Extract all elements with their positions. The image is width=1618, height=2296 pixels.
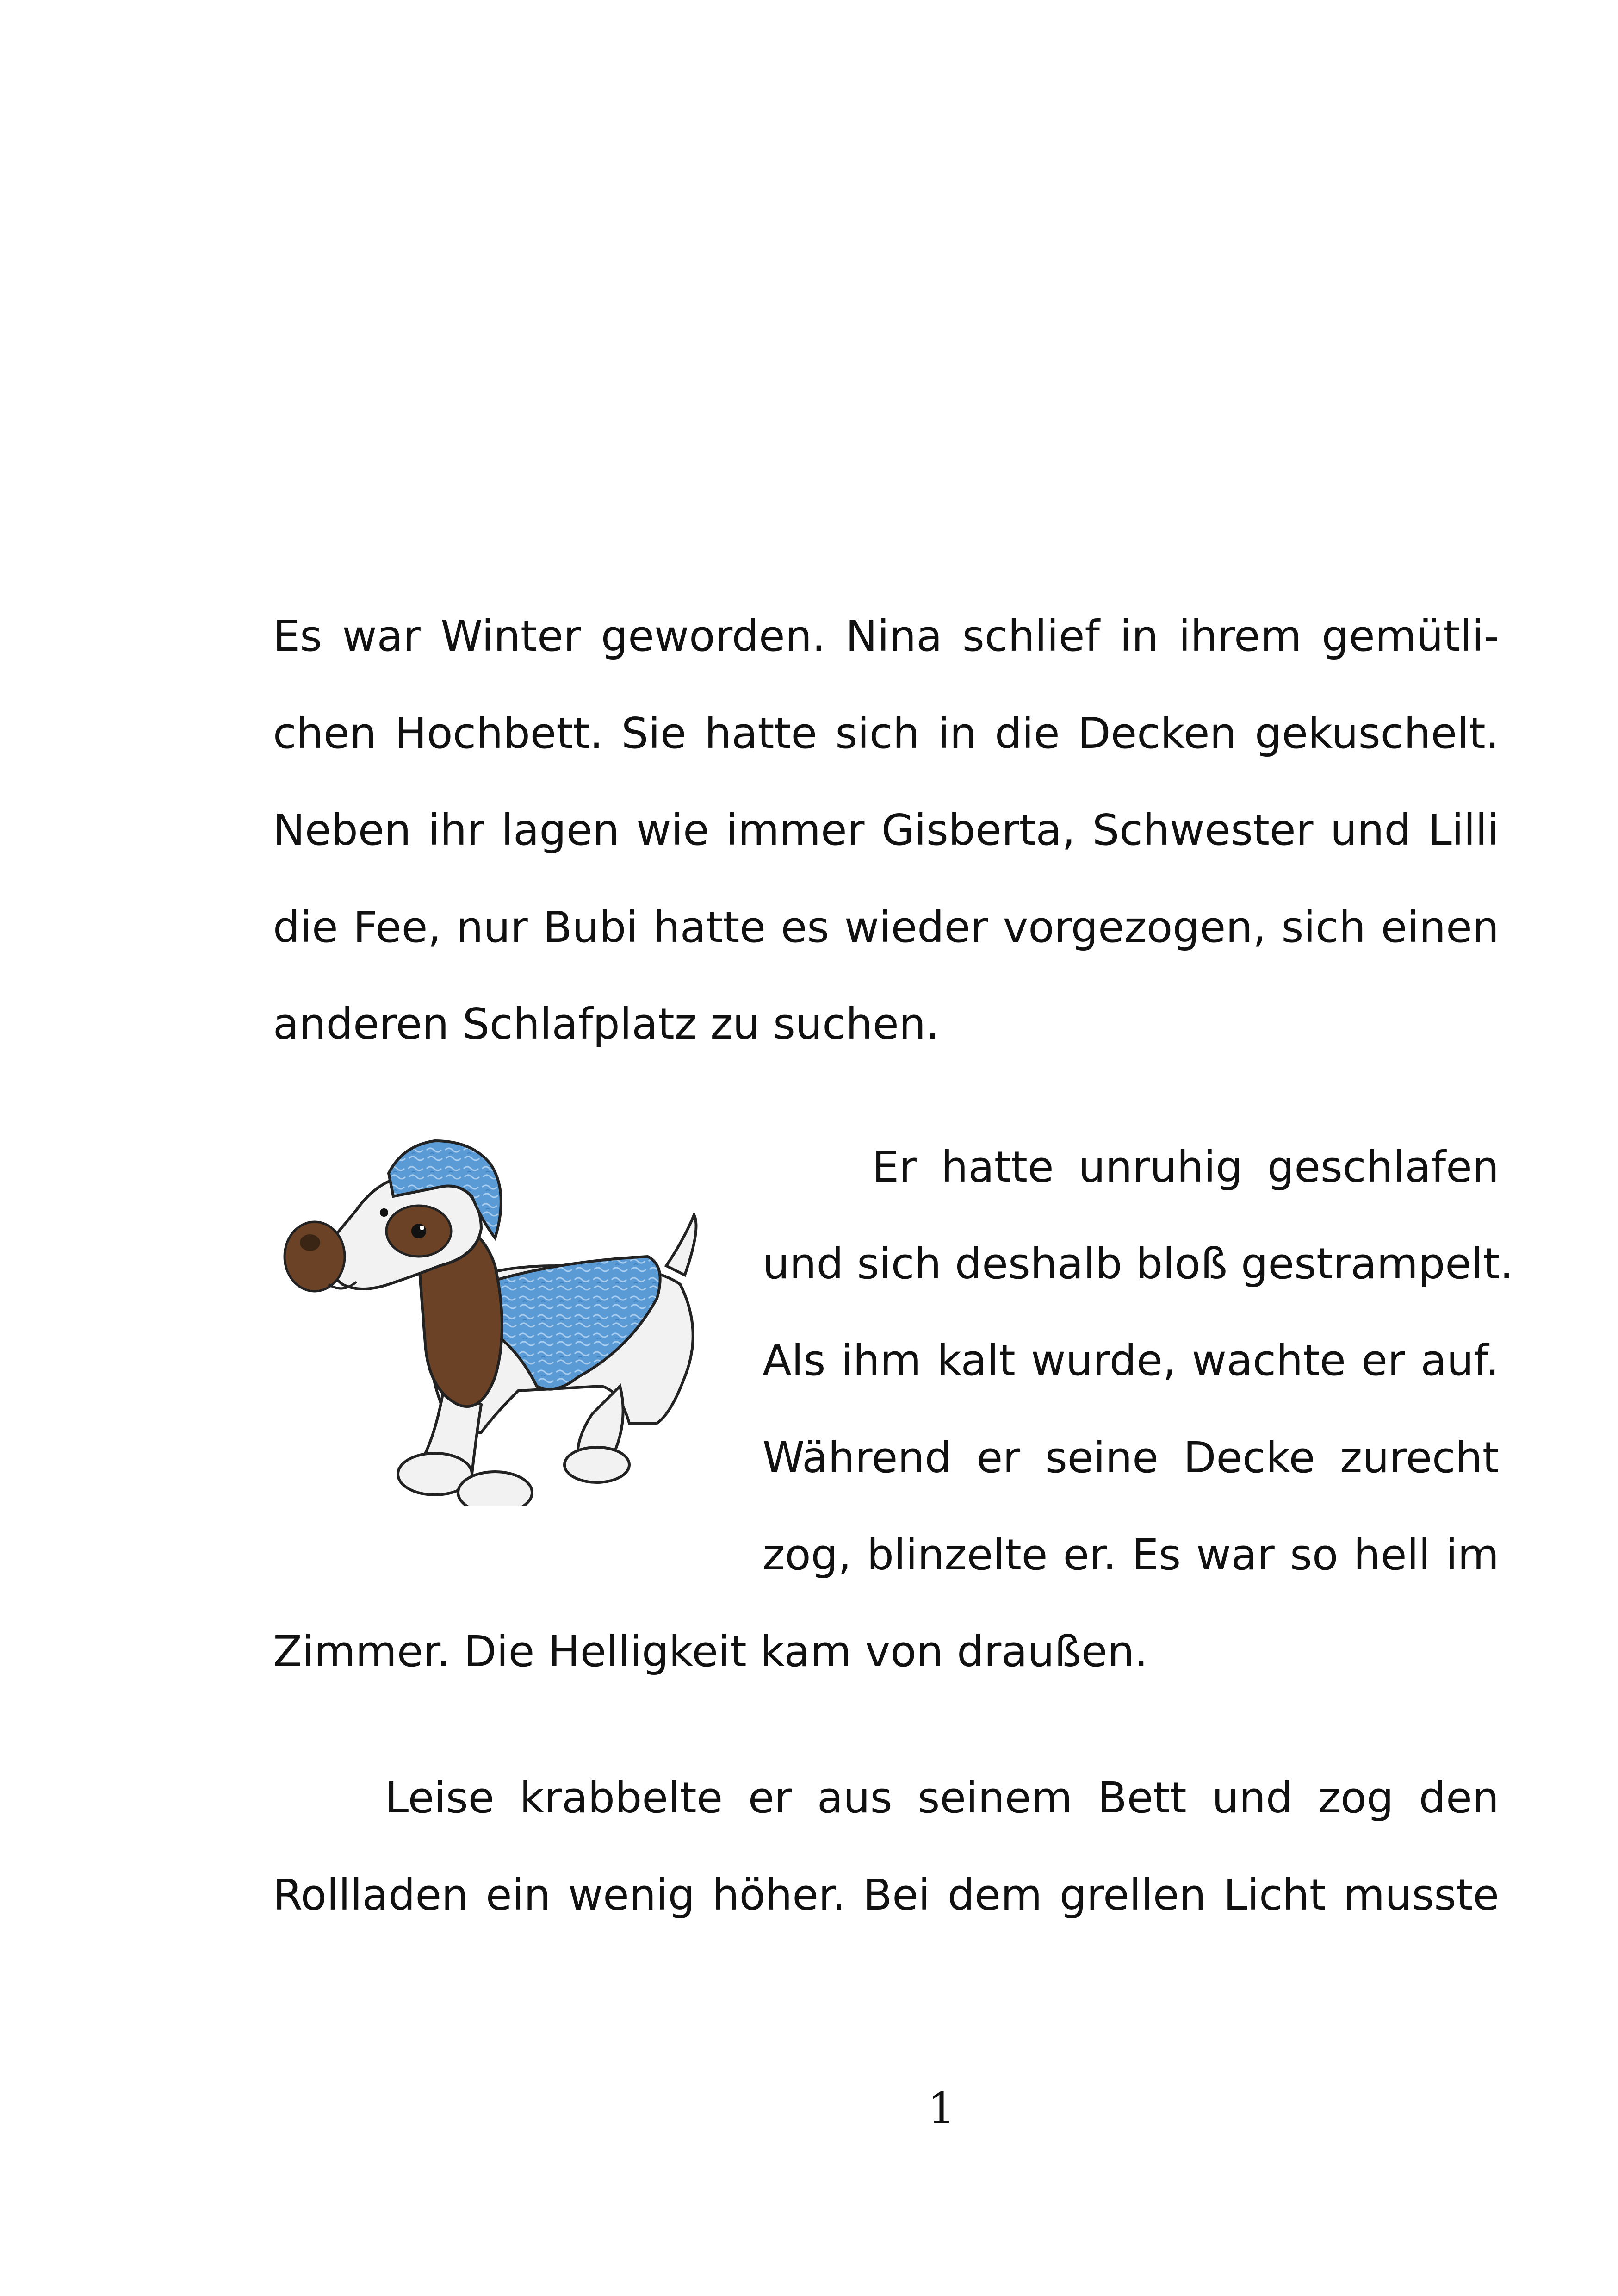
paragraph2-line3: Als ihm kalt wurde, wachte er auf. [763,1336,1499,1385]
page-number: 1 [928,2084,955,2133]
paragraph1-line1: Es war Winter geworden. Nina schlief in ihrem gemütli- [273,611,1499,661]
paragraph1-line5: anderen Schlafplatz zu suchen. [273,999,940,1049]
paragraph1-line4: die Fee, nur Bubi hatte es wieder vorgezogen, sich einen [273,902,1499,952]
paragraph2-line4: Während er seine Decke zurecht [763,1433,1499,1482]
paragraph2-line1: Er hatte unruhig geschlafen [872,1142,1499,1192]
paragraph3-line2: Rollladen ein wenig höher. Bei dem grellen Licht musste [273,1870,1499,1920]
paragraph2-line5: zog, blinzelte er. Es war so hell im [763,1530,1499,1580]
dog-back-paw [564,1447,629,1482]
dog-illustration [278,1090,722,1506]
paragraph3-line1: Leise krabbelte er aus seinem Bett und zog den [385,1773,1499,1823]
paragraph1-line3: Neben ihr lagen wie immer Gisberta, Schwester und Lilli [273,805,1499,855]
dog-snout [285,1222,345,1291]
dog-eye-left [380,1208,388,1217]
dog-tail [666,1215,696,1275]
dog-front-paw-2 [458,1472,532,1506]
paragraph2-line6: Zimmer. Die Helligkeit kam von draußen. [273,1627,1148,1676]
dog-eye [411,1224,426,1238]
paragraph1-line2: chen Hochbett. Sie hatte sich in die Decken gekuschelt. [273,709,1499,758]
paragraph2-line2: und sich deshalb bloß gestrampelt. [763,1239,1513,1288]
dog-nose [300,1234,320,1251]
